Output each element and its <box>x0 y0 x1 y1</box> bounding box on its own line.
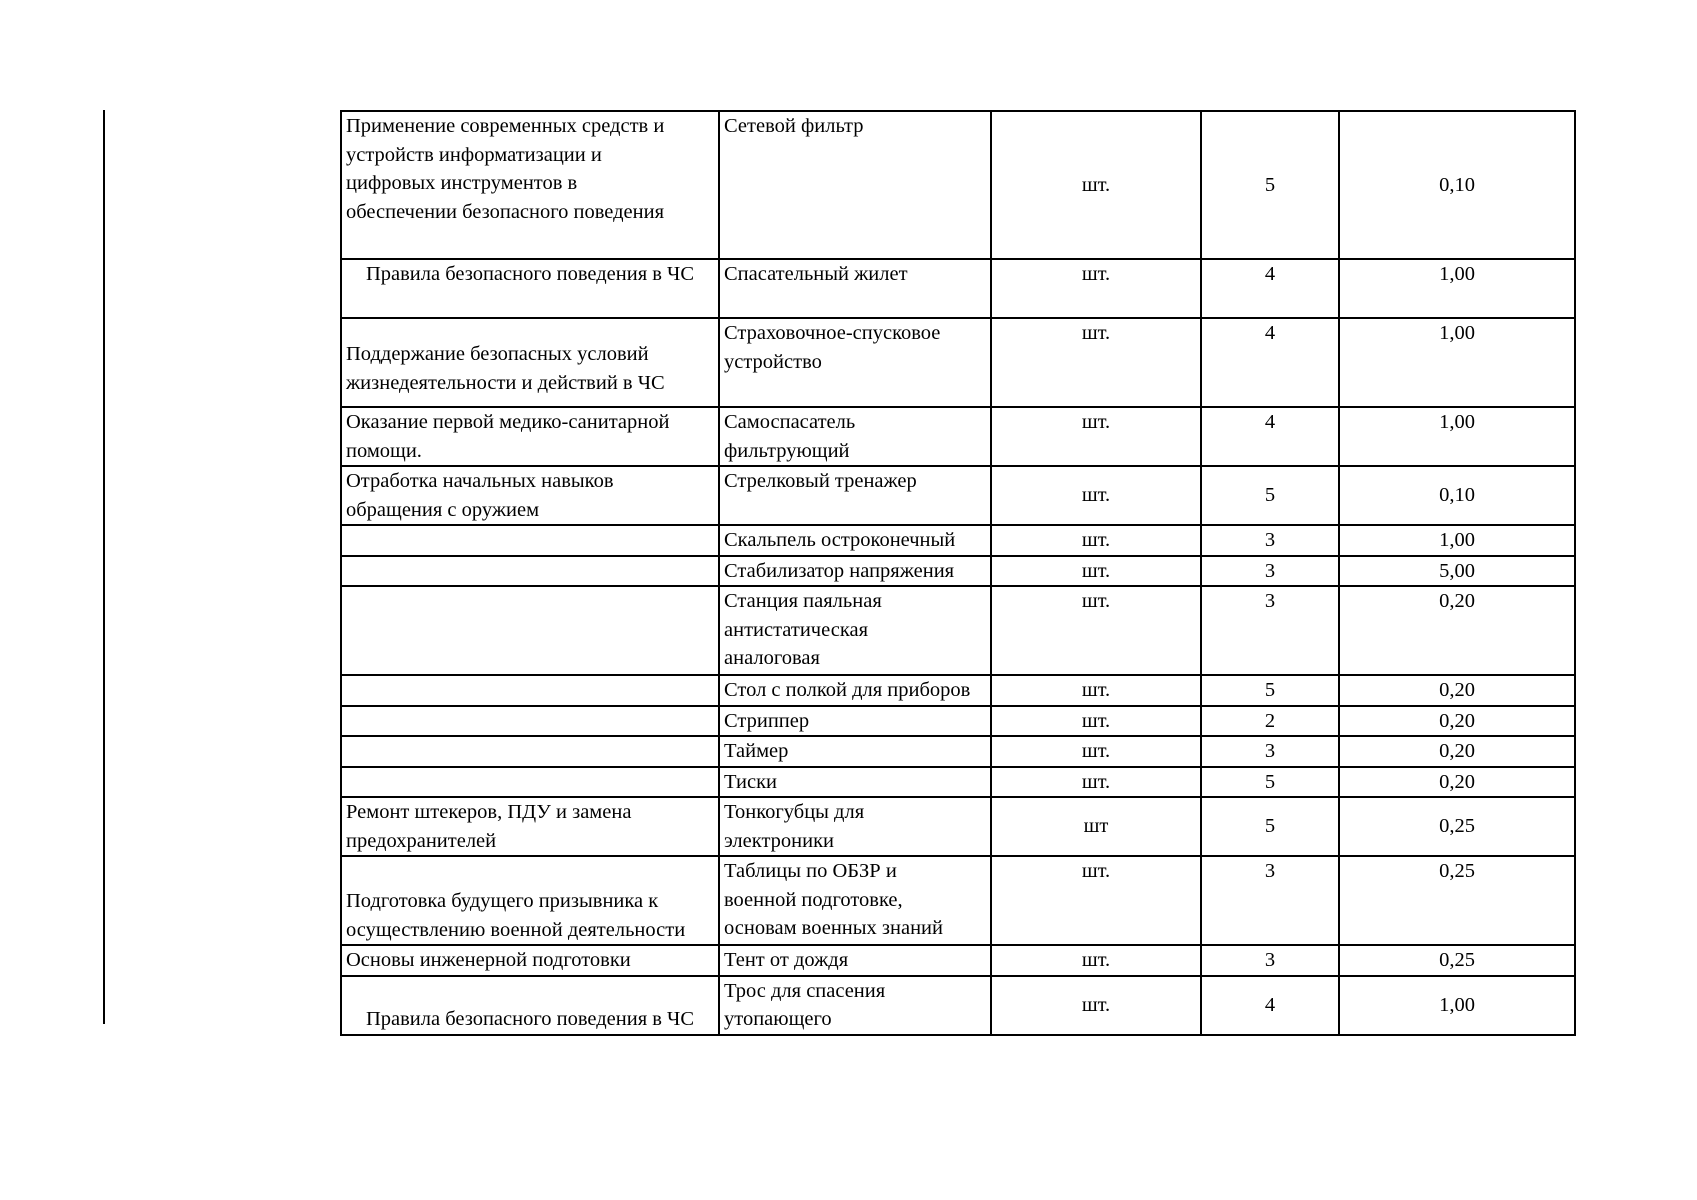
qty-cell: 4 <box>1201 259 1339 318</box>
topic-line: жизнедеятельности и действий в ЧС <box>346 371 665 394</box>
topic-cell <box>341 767 719 798</box>
item-line: Стол с полкой для приборов <box>724 679 971 701</box>
table-row <box>341 736 1575 767</box>
table-row <box>341 407 1575 466</box>
unit-cell: шт. <box>991 586 1201 675</box>
topic-line: Правила безопасного поведения в ЧС <box>365 1008 695 1030</box>
item-line: Таблицы по ОБЗР и <box>724 860 897 882</box>
item-line: Стабилизатор напряжения <box>724 559 955 582</box>
topic-line: цифровых инструментов в <box>346 172 578 194</box>
unit-cell: шт. <box>991 945 1201 976</box>
topic-line: Отработка начальных навыков <box>346 470 614 492</box>
qty-cell: 3 <box>1201 556 1339 587</box>
norm-cell: 0,25 <box>1339 945 1575 976</box>
table-row <box>341 525 1575 556</box>
topic-line: устройств информатизации и <box>346 143 602 166</box>
norm-cell: 1,00 <box>1339 976 1575 1035</box>
item-line: Спасательный жилет <box>724 263 908 285</box>
qty-cell: 5 <box>1201 675 1339 706</box>
unit-cell: шт. <box>991 856 1201 945</box>
item-line: Тиски <box>724 770 778 793</box>
item-line: Тонкогубцы для <box>724 801 865 823</box>
item-line: Стриппер <box>724 709 810 732</box>
norm-cell: 1,00 <box>1339 318 1575 407</box>
topic-cell <box>341 259 719 318</box>
qty-cell: 5 <box>1201 111 1339 259</box>
qty-cell: 5 <box>1201 797 1339 856</box>
table-row <box>341 586 1575 675</box>
topic-cell <box>341 556 719 587</box>
item-line: утопающего <box>724 1008 832 1030</box>
item-line: электроники <box>724 829 835 852</box>
topic-cell <box>341 525 719 556</box>
table-row <box>341 675 1575 706</box>
norm-cell: 0,10 <box>1339 466 1575 525</box>
item-line: Страховочное-спусковое <box>724 322 941 344</box>
item-cell <box>719 706 991 737</box>
unit-cell: шт. <box>991 318 1201 407</box>
topic-line: помощи. <box>346 439 422 462</box>
topic-cell <box>341 466 719 525</box>
qty-cell: 4 <box>1201 318 1339 407</box>
item-line: антистатическая <box>724 618 869 641</box>
item-cell <box>719 318 991 407</box>
unit-cell: шт. <box>991 525 1201 556</box>
table-row <box>341 767 1575 798</box>
item-line: Трос для спасения <box>724 979 886 1002</box>
item-line: Самоспасатель <box>724 411 856 433</box>
qty-cell: 2 <box>1201 706 1339 737</box>
unit-cell: шт. <box>991 736 1201 767</box>
qty-cell: 3 <box>1201 856 1339 945</box>
topic-line: Ремонт штекеров, ПДУ и замена <box>346 801 632 823</box>
item-cell <box>719 736 991 767</box>
item-line: Сетевой фильтр <box>724 115 864 137</box>
topic-line: Правила безопасного поведения в ЧС <box>365 263 695 285</box>
norm-cell: 0,25 <box>1339 797 1575 856</box>
qty-cell: 4 <box>1201 976 1339 1035</box>
unit-cell: шт. <box>991 466 1201 525</box>
unit-cell: шт <box>991 797 1201 856</box>
item-cell <box>719 586 991 675</box>
item-cell <box>719 675 991 706</box>
norm-cell: 0,25 <box>1339 856 1575 945</box>
item-cell <box>719 976 991 1035</box>
item-cell <box>719 111 991 259</box>
table-row <box>341 466 1575 525</box>
topic-cell <box>341 736 719 767</box>
table-row <box>341 976 1575 1035</box>
table-row <box>341 945 1575 976</box>
item-line: Скальпель остроконечный <box>724 529 956 551</box>
item-cell <box>719 259 991 318</box>
equipment-table <box>340 110 1576 1036</box>
item-cell <box>719 407 991 466</box>
item-cell <box>719 556 991 587</box>
equipment-table-wrapper <box>340 110 1576 1036</box>
qty-cell: 5 <box>1201 466 1339 525</box>
topic-line: обеспечении безопасного поведения <box>346 200 665 223</box>
topic-cell <box>341 675 719 706</box>
unit-cell: шт. <box>991 767 1201 798</box>
qty-cell: 5 <box>1201 767 1339 798</box>
unit-cell: шт. <box>991 111 1201 259</box>
unit-cell: шт. <box>991 259 1201 318</box>
table-row <box>341 111 1575 259</box>
topic-line: предохранителей <box>346 829 497 852</box>
item-cell <box>719 856 991 945</box>
norm-cell: 0,10 <box>1339 111 1575 259</box>
unit-cell: шт. <box>991 556 1201 587</box>
item-cell <box>719 767 991 798</box>
item-cell <box>719 466 991 525</box>
unit-cell: шт. <box>991 675 1201 706</box>
topic-line: Основы инженерной подготовки <box>346 949 631 971</box>
unit-cell: шт. <box>991 407 1201 466</box>
item-line: военной подготовке, <box>724 888 903 911</box>
topic-cell <box>341 976 719 1035</box>
item-cell <box>719 945 991 976</box>
table-row <box>341 856 1575 945</box>
norm-cell: 1,00 <box>1339 525 1575 556</box>
qty-cell: 3 <box>1201 945 1339 976</box>
item-line: фильтрующий <box>724 439 850 462</box>
item-line: устройство <box>724 350 822 373</box>
norm-cell: 1,00 <box>1339 407 1575 466</box>
item-line: Таймер <box>724 740 789 762</box>
topic-line: Применение современных средств и <box>346 115 665 137</box>
qty-cell: 3 <box>1201 736 1339 767</box>
norm-cell: 0,20 <box>1339 586 1575 675</box>
qty-cell: 4 <box>1201 407 1339 466</box>
topic-cell <box>341 586 719 675</box>
item-line: аналоговая <box>724 647 820 669</box>
topic-cell <box>341 111 719 259</box>
table-row <box>341 706 1575 737</box>
norm-cell: 0,20 <box>1339 767 1575 798</box>
qty-cell: 3 <box>1201 586 1339 675</box>
topic-cell <box>341 945 719 976</box>
topic-cell <box>341 318 719 407</box>
norm-cell: 5,00 <box>1339 556 1575 587</box>
unit-cell: шт. <box>991 706 1201 737</box>
topic-cell <box>341 856 719 945</box>
qty-cell: 3 <box>1201 525 1339 556</box>
norm-cell: 0,20 <box>1339 706 1575 737</box>
topic-line: Подготовка будущего призывника к <box>346 890 659 912</box>
topic-cell <box>341 797 719 856</box>
topic-line: осуществлению военной деятельности <box>346 918 686 941</box>
margin-line <box>103 110 105 1024</box>
table-row <box>341 318 1575 407</box>
item-cell <box>719 797 991 856</box>
item-line: Станция паяльная <box>724 590 882 612</box>
topic-line: Оказание первой медико-санитарной <box>346 411 670 433</box>
item-line: Тент от дождя <box>724 949 849 971</box>
norm-cell: 1,00 <box>1339 259 1575 318</box>
item-line: основам военных знаний <box>724 917 943 939</box>
topic-line: Поддержание безопасных условий <box>346 343 649 365</box>
item-cell <box>719 525 991 556</box>
norm-cell: 0,20 <box>1339 736 1575 767</box>
table-row <box>341 259 1575 318</box>
table-row <box>341 556 1575 587</box>
unit-cell: шт. <box>991 976 1201 1035</box>
norm-cell: 0,20 <box>1339 675 1575 706</box>
item-line: Стрелковый тренажер <box>724 470 917 492</box>
topic-cell <box>341 407 719 466</box>
topic-line: обращения с оружием <box>346 498 540 521</box>
topic-cell <box>341 706 719 737</box>
table-row <box>341 797 1575 856</box>
